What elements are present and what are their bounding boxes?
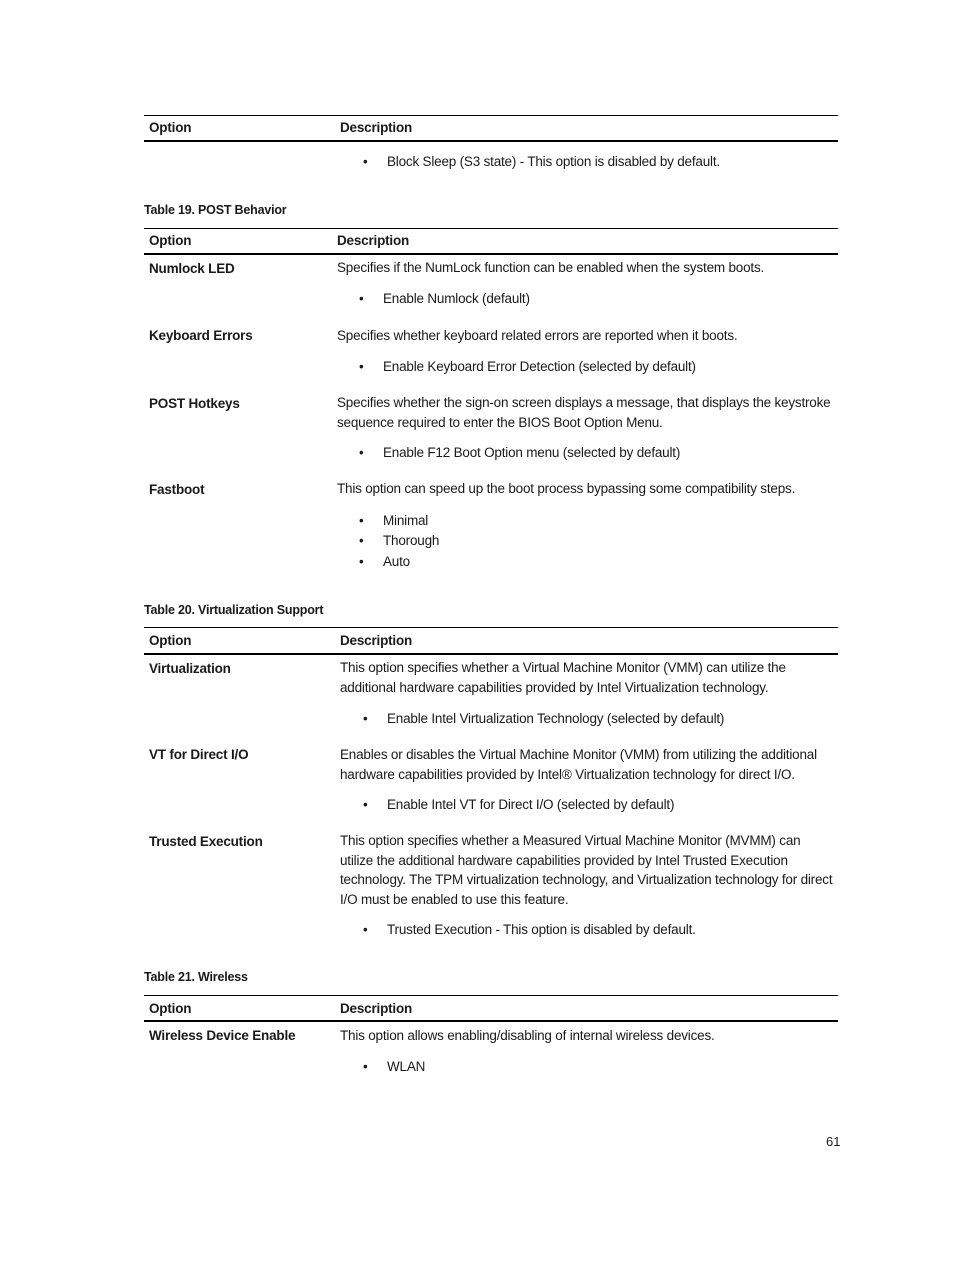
table19-row4-description: This option can speed up the boot process bypassing some compatibility steps. (337, 481, 796, 496)
table19-row4-option: Fastboot (149, 482, 205, 497)
table21-caption: Table 21. Wireless (144, 970, 248, 984)
table19-row4-bullet-2: • Thorough (359, 533, 440, 548)
table19-row2-bullet-1: • Enable Keyboard Error Detection (selected by default) (359, 359, 696, 374)
table20-header-rule (144, 653, 838, 655)
table20-header-option: Option (149, 633, 192, 648)
table19-row1-option: Numlock LED (149, 261, 235, 276)
bullet-icon: • (359, 554, 364, 569)
bullet-icon: • (359, 359, 364, 374)
table19-header-description: Description (337, 233, 410, 248)
table20-row1-option: Virtualization (149, 661, 231, 676)
bullet-icon: • (359, 533, 364, 548)
table18-top-rule (144, 115, 838, 116)
table19-caption: Table 19. POST Behavior (144, 203, 287, 217)
table19-row4-bullet-3: • Auto (359, 554, 410, 569)
table20-row3-bullet-1: • Trusted Execution - This option is disabled by default. (363, 922, 696, 937)
table20-header-description: Description (340, 633, 413, 648)
table19-row4-bullet-1: • Minimal (359, 513, 429, 528)
table20-row1-bullet-1: • Enable Intel Virtualization Technology (selected by default) (363, 711, 725, 726)
table20-row2-description: Enables or disables the Virtual Machine Monitor (VMM) from utilizing the additional hardware capabilities provided by Intel® Virtualization technology for direct I/O. (340, 747, 817, 782)
table21-row1-option: Wireless Device Enable (149, 1028, 296, 1043)
table21-header-description: Description (340, 1001, 413, 1016)
table20-row2-bullet-1: • Enable Intel VT for Direct I/O (selected by default) (363, 797, 675, 812)
bullet-icon: • (363, 797, 368, 812)
table18-header-description: Description (340, 120, 413, 135)
bullet-icon: • (359, 291, 364, 306)
bullet-icon: • (359, 445, 364, 460)
table21-header-rule (144, 1020, 838, 1022)
table19-row3-option: POST Hotkeys (149, 396, 240, 411)
table20-row3-option: Trusted Execution (149, 834, 263, 849)
table19-header-rule (144, 253, 838, 255)
table20-row1-description: This option specifies whether a Virtual Machine Monitor (VMM) can utilize the additional hardware capabilities provided by Intel Virtualization technology. (340, 660, 786, 695)
table20-top-rule (144, 627, 838, 628)
bullet-icon: • (363, 922, 368, 937)
page-number: 61 (826, 1134, 841, 1149)
table18-bullet-1: • Block Sleep (S3 state) - This option is disabled by default. (363, 154, 720, 169)
table19-row1-bullet-1: • Enable Numlock (default) (359, 291, 530, 306)
bullet-icon: • (363, 1059, 368, 1074)
table19-row3-bullet-1: • Enable F12 Boot Option menu (selected by default) (359, 445, 681, 460)
table21-row1-description: This option allows enabling/disabling of internal wireless devices. (340, 1028, 715, 1043)
bullet-icon: • (363, 154, 368, 169)
table21-top-rule (144, 995, 838, 996)
table19-top-rule (144, 228, 838, 229)
table20-row3-description: This option specifies whether a Measured Virtual Machine Monitor (MVMM) can utilize the additional hardware capabilities provided by Intel Trusted Execution technology. The TPM virtualization technology, and Virtualization technology for direct I/O must be enabled to use this feature. (340, 833, 833, 907)
table19-row3-description: Specifies whether the sign-on screen displays a message, that displays the keystroke sequence required to enter the BIOS Boot Option Menu. (337, 395, 831, 430)
table20-caption: Table 20. Virtualization Support (144, 603, 324, 617)
table20-row2-option: VT for Direct I/O (149, 747, 249, 762)
table21-row1-bullet-1: • WLAN (363, 1059, 426, 1074)
table18-header-option: Option (149, 120, 192, 135)
table19-row1-description: Specifies if the NumLock function can be enabled when the system boots. (337, 260, 765, 275)
table19-row2-description: Specifies whether keyboard related errors are reported when it boots. (337, 328, 738, 343)
bullet-icon: • (363, 711, 368, 726)
table19-row2-option: Keyboard Errors (149, 328, 253, 343)
table18-header-rule (144, 140, 838, 142)
table21-header-option: Option (149, 1001, 192, 1016)
bullet-icon: • (359, 513, 364, 528)
table19-header-option: Option (149, 233, 192, 248)
